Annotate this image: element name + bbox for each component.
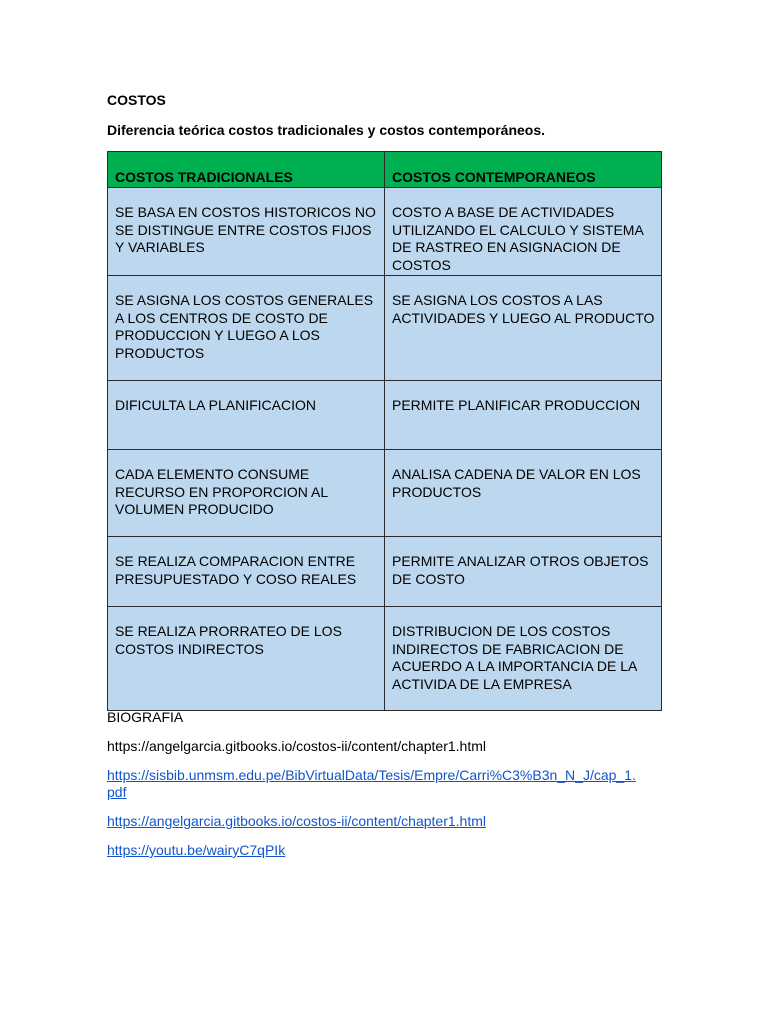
- cell-contemporary: SE ASIGNA LOS COSTOS A LAS ACTIVIDADES Y LUEGO AL PRODUCTO: [385, 276, 662, 381]
- cell-contemporary: PERMITE ANALIZAR OTROS OBJETOS DE COSTO: [385, 537, 662, 607]
- reference-link-youtube[interactable]: https://youtu.be/wairyC7qPIk: [107, 842, 286, 858]
- cell-traditional: SE REALIZA PRORRATEO DE LOS COSTOS INDIRECTOS: [108, 607, 385, 711]
- document-subtitle: Diferencia teórica costos tradicionales y costos contemporáneos.: [107, 122, 546, 138]
- header-traditional: COSTOS TRADICIONALES: [108, 152, 385, 188]
- cell-traditional: SE ASIGNA LOS COSTOS GENERALES A LOS CENTROS DE COSTO DE PRODUCCION Y LUEGO A LOS PRODUCTOS: [108, 276, 385, 381]
- cell-contemporary: DISTRIBUCION DE LOS COSTOS INDIRECTOS DE FABRICACION DE ACUERDO A LA IMPORTANCIA DE LA ACTIVIDA DE LA EMPRESA: [385, 607, 662, 711]
- table-row: [108, 276, 662, 381]
- cell-contemporary: ANALISA CADENA DE VALOR EN LOS PRODUCTOS: [385, 450, 662, 537]
- header-contemporary: COSTOS CONTEMPORANEOS: [385, 152, 662, 188]
- table-row: [108, 381, 662, 450]
- references-heading: BIOGRAFIA: [107, 709, 184, 725]
- cell-traditional: CADA ELEMENTO CONSUME RECURSO EN PROPORCION AL VOLUMEN PRODUCIDO: [108, 450, 385, 537]
- cell-traditional: SE REALIZA COMPARACION ENTRE PRESUPUESTADO Y COSO REALES: [108, 537, 385, 607]
- table-row: [108, 188, 662, 276]
- table-header-row: [108, 152, 662, 188]
- comparison-table: [107, 151, 662, 711]
- cell-contemporary: PERMITE PLANIFICAR PRODUCCION: [385, 381, 662, 450]
- cell-contemporary: COSTO A BASE DE ACTIVIDADES UTILIZANDO EL CALCULO Y SISTEMA DE RASTREO EN ASIGNACION DE COSTOS: [385, 188, 662, 276]
- references-section: [107, 709, 667, 871]
- table-row: [108, 450, 662, 537]
- reference-link-sisbib[interactable]: https://sisbib.unmsm.edu.pe/BibVirtualData/Tesis/Empre/Carri%C3%B3n_N_J/cap_1.pdf: [107, 767, 636, 800]
- cell-traditional: SE BASA EN COSTOS HISTORICOS NO SE DISTINGUE ENTRE COSTOS FIJOS Y VARIABLES: [108, 188, 385, 276]
- table-row: [108, 607, 662, 711]
- table-row: [108, 537, 662, 607]
- cell-traditional: DIFICULTA LA PLANIFICACION: [108, 381, 385, 450]
- reference-link-gitbooks[interactable]: https://angelgarcia.gitbooks.io/costos-ii/content/chapter1.html: [107, 813, 486, 829]
- document-title: COSTOS: [107, 92, 166, 108]
- reference-plain-url: https://angelgarcia.gitbooks.io/costos-ii/content/chapter1.html: [107, 738, 486, 754]
